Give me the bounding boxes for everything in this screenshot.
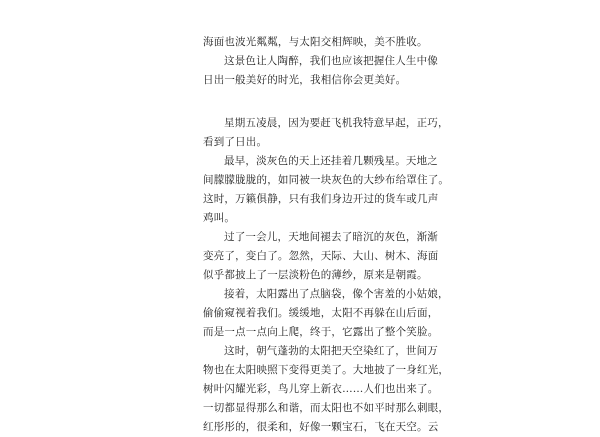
text-line: 间朦朦胧胧的，如同被一块灰色的大纱布给罩住了。 xyxy=(203,174,450,186)
text-line: 鸡叫。 xyxy=(203,212,236,224)
text-line: 物也在太阳映照下变得更美了。大地披了一身红光， xyxy=(203,364,450,376)
text-line: 一切都显得那么和谐，而太阳也不如平时那么刺眼， xyxy=(203,402,450,414)
paragraph-brightening xyxy=(203,228,439,285)
paragraph-sun-rising xyxy=(203,285,449,342)
text-line: 这时，朝气蓬勃的太阳把天空染红了，世间万 xyxy=(224,345,438,357)
text-line: 似乎都披上了一层淡粉色的薄纱，原来是朝霞。 xyxy=(203,269,428,281)
text-line: 接着，太阳露出了点脑袋，像个害羞的小姑娘， xyxy=(224,288,449,300)
text-line: 星期五凌晨，因为要赶飞机我特意早起，正巧， xyxy=(224,117,449,129)
text-line: 过了一会儿，天地间褪去了暗沉的灰色，渐渐 xyxy=(224,231,438,243)
essay-sunrise xyxy=(203,114,450,437)
paragraph-dawn xyxy=(203,152,450,228)
text-line: 海面也波光粼粼，与太阳交相辉映，美不胜收。 xyxy=(203,36,428,48)
text-line: 红彤彤的，很柔和，好像一颗宝石，飞在天空。云 xyxy=(203,421,439,433)
text-line: 而是一点一点向上爬，终于，它露出了整个笑脸。 xyxy=(203,326,439,338)
paragraph-intro xyxy=(203,114,449,152)
text-line: 日出一般美好的时光，我相信你会更美好。 xyxy=(203,74,407,86)
text-line: 这时，万籁俱静，只有我们身边开过的货车或几声 xyxy=(203,193,439,205)
text-line: 看到了日出。 xyxy=(203,136,268,148)
paragraph-conclusion xyxy=(203,52,438,90)
text-line: 偷偷窥视着我们。缓缓地，太阳不再躲在山后面， xyxy=(203,307,439,319)
essay-fragment-ending xyxy=(203,33,438,90)
text-line: 最早，淡灰色的天上还挂着几颗残星。天地之 xyxy=(224,155,438,167)
text-line: 变亮了，变白了。忽然，天际、大山、树木、海面 xyxy=(203,250,439,262)
text-line: 树叶闪耀光彩，鸟儿穿上新衣……人们也出来了。 xyxy=(203,383,439,395)
text-line: 这景色让人陶醉，我们也应该把握住人生中像 xyxy=(224,55,438,67)
paragraph-world-awakens xyxy=(203,342,450,437)
paragraph-sea xyxy=(203,33,428,52)
